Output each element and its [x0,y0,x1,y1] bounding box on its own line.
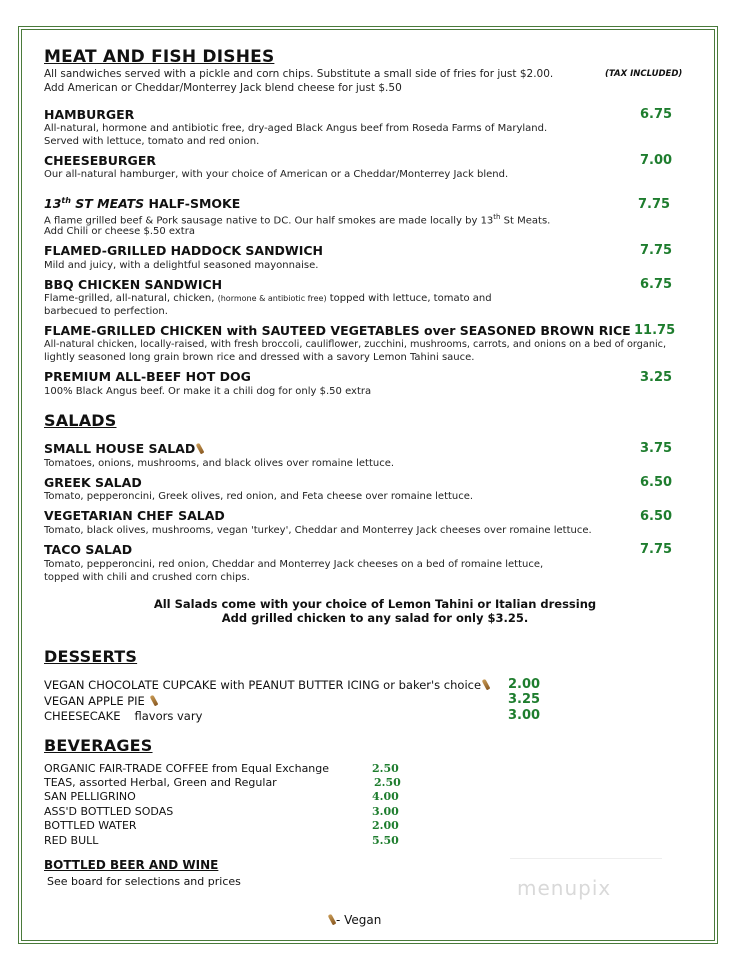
dessert-price-2: 3.25 [508,692,541,707]
meat-intro-1: All sandwiches served with a pickle and corn chips. Substitute a small side of fries for just $2.00. [44,68,554,80]
item-greek-salad: GREEK SALAD [44,475,142,490]
halfsmoke-brand: ST MEATS [70,196,145,212]
price-haddock: 7.75 [640,243,673,258]
dessert-name-3: CHEESECAKE [44,709,121,723]
beverage-price-6: 5.50 [372,834,399,847]
dessert-item-1 [44,678,488,692]
halfsmoke-rest: HALF-SMOKE [144,196,241,212]
beverage-item-1: ORGANIC FAIR-TRADE COFFEE from Equal Exchange [44,762,330,775]
halfsmoke-sup: th [61,196,71,205]
beverage-item-3: SAN PELLIGRINO [44,790,136,803]
vegan-legend [330,913,381,927]
section-title-desserts: DESSERTS [44,647,138,666]
price-flame-chicken: 11.75 [634,323,676,338]
desc-small-house-salad: Tomatoes, onions, mushrooms, and black olives over romaine lettuce. [44,458,395,469]
beverage-price-2: 2.50 [374,776,401,789]
bbq-desc-b: topped with lettuce, tomato and [326,293,492,304]
desc-hamburger-1: All-natural, hormone and antibiotic free, dry-aged Black Angus beef from Roseda Farms of Maryland. [44,123,548,134]
desc-greek-salad: Tomato, pepperoncini, Greek olives, red onion, and Feta cheese over romaine lettuce. [44,491,474,502]
price-hotdog: 3.25 [640,370,673,385]
price-hamburger: 6.75 [640,107,673,122]
dessert-name-2: VEGAN APPLE PIE [44,694,145,708]
item-hamburger: HAMBURGER [44,107,135,122]
dessert-item-2 [44,694,156,708]
beer-wine-desc: See board for selections and prices [47,875,241,888]
desc-taco-salad-1: Tomato, pepperoncini, red onion, Cheddar and Monterrey Jack cheeses on a bed of romaine lettuce, [44,559,544,570]
dessert-price-3: 3.00 [508,708,541,723]
price-small-house-salad: 3.75 [640,441,673,456]
bbq-desc-small: (hormone & antibiotic free) [217,294,327,303]
beverage-item-6: RED BULL [44,834,99,847]
beverage-price-3: 4.00 [372,790,399,803]
item-bbq-chicken: BBQ CHICKEN SANDWICH [44,277,223,292]
beverage-price-1: 2.50 [372,762,399,775]
dessert-item-3 [44,709,202,723]
bbq-desc-a: Flame-grilled, all-natural, chicken, [44,293,218,304]
menupix-watermark: menupix [517,876,612,900]
dessert-note-3: flavors vary [134,709,203,723]
desc-haddock-1: Mild and juicy, with a delightful seasoned mayonnaise. [44,260,319,271]
small-house-salad-name: SMALL HOUSE SALAD [44,441,196,456]
meat-intro-2: Add American or Cheddar/Monterrey Jack blend cheese for just $.50 [44,82,402,94]
item-vegetarian-chef-salad: VEGETARIAN CHEF SALAD [44,508,225,523]
desc-taco-salad-2: topped with chili and crushed corn chips. [44,572,250,583]
tax-note: (TAX INCLUDED) [605,69,683,79]
item-halfsmoke [44,196,240,211]
beer-wine-title: BOTTLED BEER AND WINE [44,858,219,872]
section-title-meat: MEAT AND FISH DISHES [44,47,275,67]
beverage-price-5: 2.00 [372,819,399,832]
desc-vegetarian-chef-salad: Tomato, black olives, mushrooms, vegan 'turkey', Cheddar and Monterrey Jack cheeses over romaine lettuce. [44,525,592,536]
item-hotdog: PREMIUM ALL-BEEF HOT DOG [44,369,251,384]
price-greek-salad: 6.50 [640,475,673,490]
halfsmoke-num: 13 [44,196,62,212]
watermark-rule [510,858,662,859]
item-haddock: FLAMED-GRILLED HADDOCK SANDWICH [44,243,323,258]
beverage-item-2: TEAS, assorted Herbal, Green and Regular [44,776,277,789]
desc-flame-chicken-1: All-natural chicken, locally-raised, with fresh broccoli, cauliflower, zucchini, mushrooms, carrots, and onions on a bed of organic, [44,339,667,350]
desc-flame-chicken-2: lightly seasoned long grain brown rice and dressed with a savory Lemon Tahini sauce. [44,352,475,363]
desc-bbq-2: barbecued to perfection. [44,306,168,317]
section-title-salads: SALADS [44,411,117,430]
item-small-house-salad [44,441,202,456]
desc-cheeseburger-1: Our all-natural hamburger, with your choice of American or a Cheddar/Monterrey Jack blend. [44,169,509,180]
desc-hotdog-1: 100% Black Angus beef. Or make it a chili dog for only $.50 extra [44,386,372,397]
item-cheeseburger: CHEESEBURGER [44,153,156,168]
desc-halfsmoke-2: Add Chili or cheese $.50 extra [44,226,195,237]
desc-hamburger-2: Served with lettuce, tomato and red onion. [44,136,260,147]
desc-bbq-1 [44,293,492,304]
halfsmoke-desc-sup: th [493,213,501,221]
halfsmoke-desc-a: A flame grilled beef & Pork sausage native to DC. Our half smokes are made locally by 13 [44,215,494,227]
beverage-item-4: ASS'D BOTTLED SODAS [44,805,174,818]
salad-note-2: Add grilled chicken to any salad for only $3.25. [221,611,529,625]
price-bbq-chicken: 6.75 [640,277,673,292]
item-taco-salad: TACO SALAD [44,542,133,557]
beverage-price-4: 3.00 [372,805,399,818]
price-taco-salad: 7.75 [640,542,673,557]
salad-note-1: All Salads come with your choice of Lemon Tahini or Italian dressing [153,597,597,611]
dessert-name-1: VEGAN CHOCOLATE CUPCAKE with PEANUT BUTTER ICING or baker's choice [44,678,482,692]
vegan-legend-label: - Vegan [336,913,382,927]
price-vegetarian-chef-salad: 6.50 [640,509,673,524]
price-cheeseburger: 7.00 [640,153,673,168]
price-halfsmoke: 7.75 [638,197,671,212]
beverage-item-5: BOTTLED WATER [44,819,137,832]
dessert-price-1: 2.00 [508,677,541,692]
desc-halfsmoke-1 [44,213,550,226]
halfsmoke-desc-b: St Meats. [500,215,551,227]
section-title-beverages: BEVERAGES [44,736,153,755]
item-flame-chicken: FLAME-GRILLED CHICKEN with SAUTEED VEGETABLES over SEASONED BROWN RICE [44,323,631,338]
